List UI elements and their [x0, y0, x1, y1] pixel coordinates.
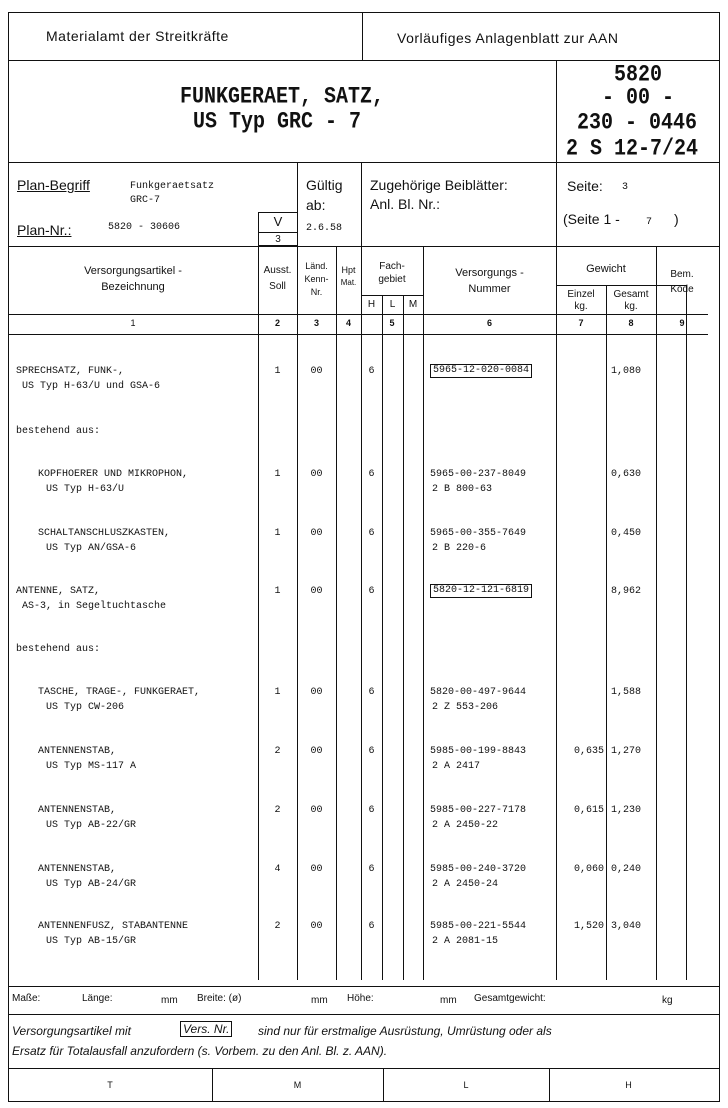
note-text-part1: Versorgungsartikel mit — [12, 1024, 131, 1038]
row-country-code: 00 — [310, 746, 323, 757]
header-split — [362, 12, 363, 60]
row-weight-total: 0,450 — [611, 528, 642, 539]
col-header-gesamt-l2: kg. — [624, 301, 638, 312]
supply-code-line2: - 00 - — [601, 85, 674, 112]
gueltig-label2: ab: — [306, 197, 326, 213]
row-supply-number-2: 2 B 220-6 — [432, 543, 487, 554]
row-supply-number: 5965-12-020-0084 — [430, 364, 532, 378]
beiblaetter-label1: Zugehörige Beiblätter: — [370, 177, 508, 193]
supply-code-line3: 230 - 0446 — [577, 110, 698, 137]
beiblaetter-label2: Anl. Bl. Nr.: — [370, 196, 441, 212]
masse-label: Maße: — [12, 993, 41, 1004]
col-number-3: 3 — [313, 318, 319, 328]
col-number-5: 5 — [389, 318, 395, 328]
plan-begriff-value1: Funkgeraetsatz — [130, 181, 215, 192]
plan-split-2 — [361, 162, 362, 246]
row-country-code: 00 — [310, 528, 323, 539]
page-title-line1: FUNKGERAET, SATZ, — [180, 84, 385, 111]
plan-begriff-value2: GRC-7 — [130, 195, 161, 206]
footer-l: L — [463, 1080, 469, 1090]
col-header-gewicht: Gewicht — [586, 263, 626, 275]
row-supply-number: 5985-00-227-7178 — [430, 805, 527, 816]
row-fachgebiet-h: 6 — [368, 805, 375, 816]
row-supply-number-2: 2 A 2417 — [432, 761, 481, 772]
row-weight-total: 8,962 — [611, 586, 642, 597]
row-country-code: 00 — [310, 366, 323, 377]
row-soll-qty: 1 — [274, 687, 281, 698]
row-item-type: US Typ AB-15/GR — [46, 936, 137, 947]
row-item-type: AS-3, in Segeltuchtasche — [22, 601, 167, 612]
hoehe-unit: mm — [440, 995, 457, 1006]
col-line-6 — [423, 246, 424, 980]
row-weight-total: 1,230 — [611, 805, 642, 816]
plan-split-3 — [556, 162, 557, 246]
col-header-bezeichnung-l2: Bezeichnung — [101, 281, 165, 293]
row-soll-qty: 2 — [274, 746, 281, 757]
row-weight-single: 0,060 — [573, 864, 604, 875]
col-header-fach-l: L — [389, 299, 396, 310]
gueltig-value: 2.6.58 — [306, 223, 343, 234]
col-number-9: 9 — [679, 318, 685, 328]
header-divider — [8, 60, 720, 61]
row-fachgebiet-h: 6 — [368, 746, 375, 757]
gesamtgewicht-label: Gesamtgewicht: — [474, 993, 546, 1004]
row-item-name: SPRECHSATZ, FUNK-, — [16, 366, 125, 377]
row-country-code: 00 — [310, 687, 323, 698]
row-soll-qty: 1 — [274, 469, 281, 480]
row-item-type: US Typ AN/GSA-6 — [46, 543, 137, 554]
col-number-4: 4 — [345, 318, 351, 328]
row-item-name: ANTENNENSTAB, — [38, 805, 117, 816]
footer-h: H — [625, 1080, 632, 1090]
row-weight-total: 0,630 — [611, 469, 642, 480]
row-item-name: KOPFHOERER UND MIKROPHON, — [38, 469, 189, 480]
fachgebiet-divider — [361, 295, 423, 296]
row-soll-qty: 2 — [274, 805, 281, 816]
row-supply-number: 5985-00-199-8843 — [430, 746, 527, 757]
column-header-top — [8, 246, 720, 247]
row-fachgebiet-h: 6 — [368, 469, 375, 480]
row-item-type: US Typ AB-22/GR — [46, 820, 137, 831]
row-item-name: TASCHE, TRAGE-, FUNKGERAET, — [38, 687, 201, 698]
row-supply-number-2: 2 A 2450-22 — [432, 820, 499, 831]
col-line-8 — [606, 285, 607, 980]
row-item-type: US Typ AB-24/GR — [46, 879, 137, 890]
col-line-10 — [686, 285, 687, 980]
row-item-name: ANTENNENFUSZ, STABANTENNE — [38, 921, 189, 932]
row-fachgebiet-h: 6 — [368, 366, 375, 377]
breite-label: Breite: (ø) — [197, 993, 242, 1004]
plan-v-label: V — [273, 214, 283, 229]
column-number-top — [8, 314, 708, 315]
row-weight-single: 1,520 — [573, 921, 604, 932]
header-authority: Materialamt der Streitkräfte — [46, 28, 229, 44]
row-fachgebiet-h: 6 — [368, 528, 375, 539]
col-header-hpt-l2: Mat. — [340, 278, 357, 287]
row-soll-qty: 1 — [274, 528, 281, 539]
col-header-kenn-l1: Länd. — [305, 261, 328, 271]
seite-range-value: 7 — [646, 217, 653, 228]
masse-top — [8, 986, 720, 987]
row-supply-number-2: 2 B 800-63 — [432, 484, 493, 495]
gueltig-label1: Gültig — [306, 177, 343, 193]
col-header-bezeichnung-l1: Versorgungsartikel - — [84, 265, 182, 277]
row-item-name: bestehend aus: — [16, 426, 101, 437]
row-item-type: US Typ H-63/U und GSA-6 — [22, 381, 161, 392]
laenge-label: Länge: — [82, 993, 113, 1004]
row-weight-total: 1,080 — [611, 366, 642, 377]
row-item-name: ANTENNENSTAB, — [38, 746, 117, 757]
row-country-code: 00 — [310, 586, 323, 597]
col-number-6: 6 — [486, 318, 492, 328]
hoehe-label: Höhe: — [347, 993, 374, 1004]
col-line-5b — [382, 295, 383, 980]
note-boxed-label: Vers. Nr. — [180, 1021, 232, 1037]
col-header-nummer-l2: Nummer — [468, 283, 511, 295]
supply-code-line1: 5820 — [613, 62, 662, 89]
row-weight-single: 0,635 — [573, 746, 604, 757]
row-weight-single: 0,615 — [573, 805, 604, 816]
row-item-name: SCHALTANSCHLUSZKASTEN, — [38, 528, 171, 539]
col-line-5c — [403, 295, 404, 980]
row-weight-total: 3,040 — [611, 921, 642, 932]
row-soll-qty: 1 — [274, 366, 281, 377]
row-item-name: bestehend aus: — [16, 644, 101, 655]
col-header-nummer-l1: Versorgungs - — [455, 267, 524, 279]
row-supply-number: 5965-00-237-8049 — [430, 469, 527, 480]
col-header-kenn-l3: Nr. — [310, 287, 323, 297]
col-header-hpt-l1: Hpt — [341, 265, 356, 275]
row-item-type: US Typ CW-206 — [46, 702, 125, 713]
row-fachgebiet-h: 6 — [368, 921, 375, 932]
row-supply-number-2: 2 A 2450-24 — [432, 879, 499, 890]
col-header-bem-l1: Bem. — [670, 269, 694, 280]
col-header-gesamt-l1: Gesamt — [613, 289, 649, 300]
plan-v-number: 3 — [275, 234, 281, 245]
breite-unit: mm — [311, 995, 328, 1006]
row-soll-qty: 1 — [274, 586, 281, 597]
col-number-8: 8 — [628, 318, 634, 328]
row-item-name: ANTENNENSTAB, — [38, 864, 117, 875]
col-header-fach-h: H — [367, 299, 376, 310]
col-number-2: 2 — [274, 318, 280, 328]
row-country-code: 00 — [310, 864, 323, 875]
col-header-bem-l2: Kode — [670, 284, 694, 295]
row-supply-number: 5985-00-240-3720 — [430, 864, 527, 875]
row-country-code: 00 — [310, 805, 323, 816]
row-supply-number: 5820-00-497-9644 — [430, 687, 527, 698]
col-header-fach-l2: gebiet — [378, 274, 406, 285]
row-soll-qty: 2 — [274, 921, 281, 932]
col-header-kenn-l2: Kenn- — [304, 274, 329, 284]
v-box-divider — [258, 232, 298, 233]
row-item-type: US Typ H-63/U — [46, 484, 125, 495]
plan-nr-label: Plan-Nr.: — [17, 222, 72, 238]
seite-range-prefix: (Seite 1 - — [563, 211, 620, 227]
title-split — [556, 60, 557, 162]
note-text-line2: Ersatz für Totalausfall anzufordern (s. Vorbem. zu den Anl. Bl. z. AAN). — [12, 1044, 388, 1058]
col-number-7: 7 — [578, 318, 584, 328]
col-header-soll-l2: Soll — [269, 281, 286, 292]
page-title-line2: US Typ GRC - 7 — [193, 109, 362, 136]
row-item-name: ANTENNE, SATZ, — [16, 586, 101, 597]
col-line-4 — [336, 246, 337, 980]
row-supply-number: 5985-00-221-5544 — [430, 921, 527, 932]
row-country-code: 00 — [310, 921, 323, 932]
col-header-fach-l1: Fach- — [379, 261, 405, 272]
row-item-type: US Typ MS-117 A — [46, 761, 137, 772]
footer-top — [8, 1068, 720, 1069]
col-header-soll-l1: Ausst. — [263, 265, 292, 276]
plan-begriff-label: Plan-Begriff — [17, 177, 90, 193]
seite-label: Seite: — [567, 178, 603, 194]
row-supply-number-2: 2 Z 553-206 — [432, 702, 499, 713]
row-weight-total: 1,270 — [611, 746, 642, 757]
seite-range-suffix: ) — [674, 211, 679, 227]
header-sheet-type: Vorläufiges Anlagenblatt zur AAN — [397, 30, 619, 46]
note-text-part2: sind nur für erstmalige Ausrüstung, Umrüstung oder als — [258, 1024, 552, 1038]
col-line-9 — [656, 246, 657, 980]
col-header-einzel-l1: Einzel — [567, 289, 595, 300]
row-country-code: 00 — [310, 469, 323, 480]
row-weight-total: 0,240 — [611, 864, 642, 875]
laenge-unit: mm — [161, 995, 178, 1006]
row-soll-qty: 4 — [274, 864, 281, 875]
col-number-1: 1 — [130, 318, 136, 328]
seite-value: 3 — [622, 182, 629, 193]
row-weight-total: 1,588 — [611, 687, 642, 698]
row-supply-number: 5820-12-121-6819 — [430, 584, 532, 598]
row-supply-number-2: 2 A 2081-15 — [432, 936, 499, 947]
row-fachgebiet-h: 6 — [368, 586, 375, 597]
col-header-einzel-l2: kg. — [574, 301, 588, 312]
footer-t: T — [107, 1080, 113, 1090]
note-top — [8, 1014, 720, 1015]
footer-m: M — [293, 1080, 302, 1090]
plan-nr-value: 5820 - 30606 — [108, 222, 181, 233]
row-supply-number: 5965-00-355-7649 — [430, 528, 527, 539]
row-fachgebiet-h: 6 — [368, 687, 375, 698]
column-number-bottom — [8, 334, 708, 335]
col-header-fach-m: M — [408, 299, 418, 310]
supply-code-line4: 2 S 12-7/24 — [566, 136, 699, 163]
row-fachgebiet-h: 6 — [368, 864, 375, 875]
gesamtgewicht-unit: kg — [662, 995, 673, 1006]
